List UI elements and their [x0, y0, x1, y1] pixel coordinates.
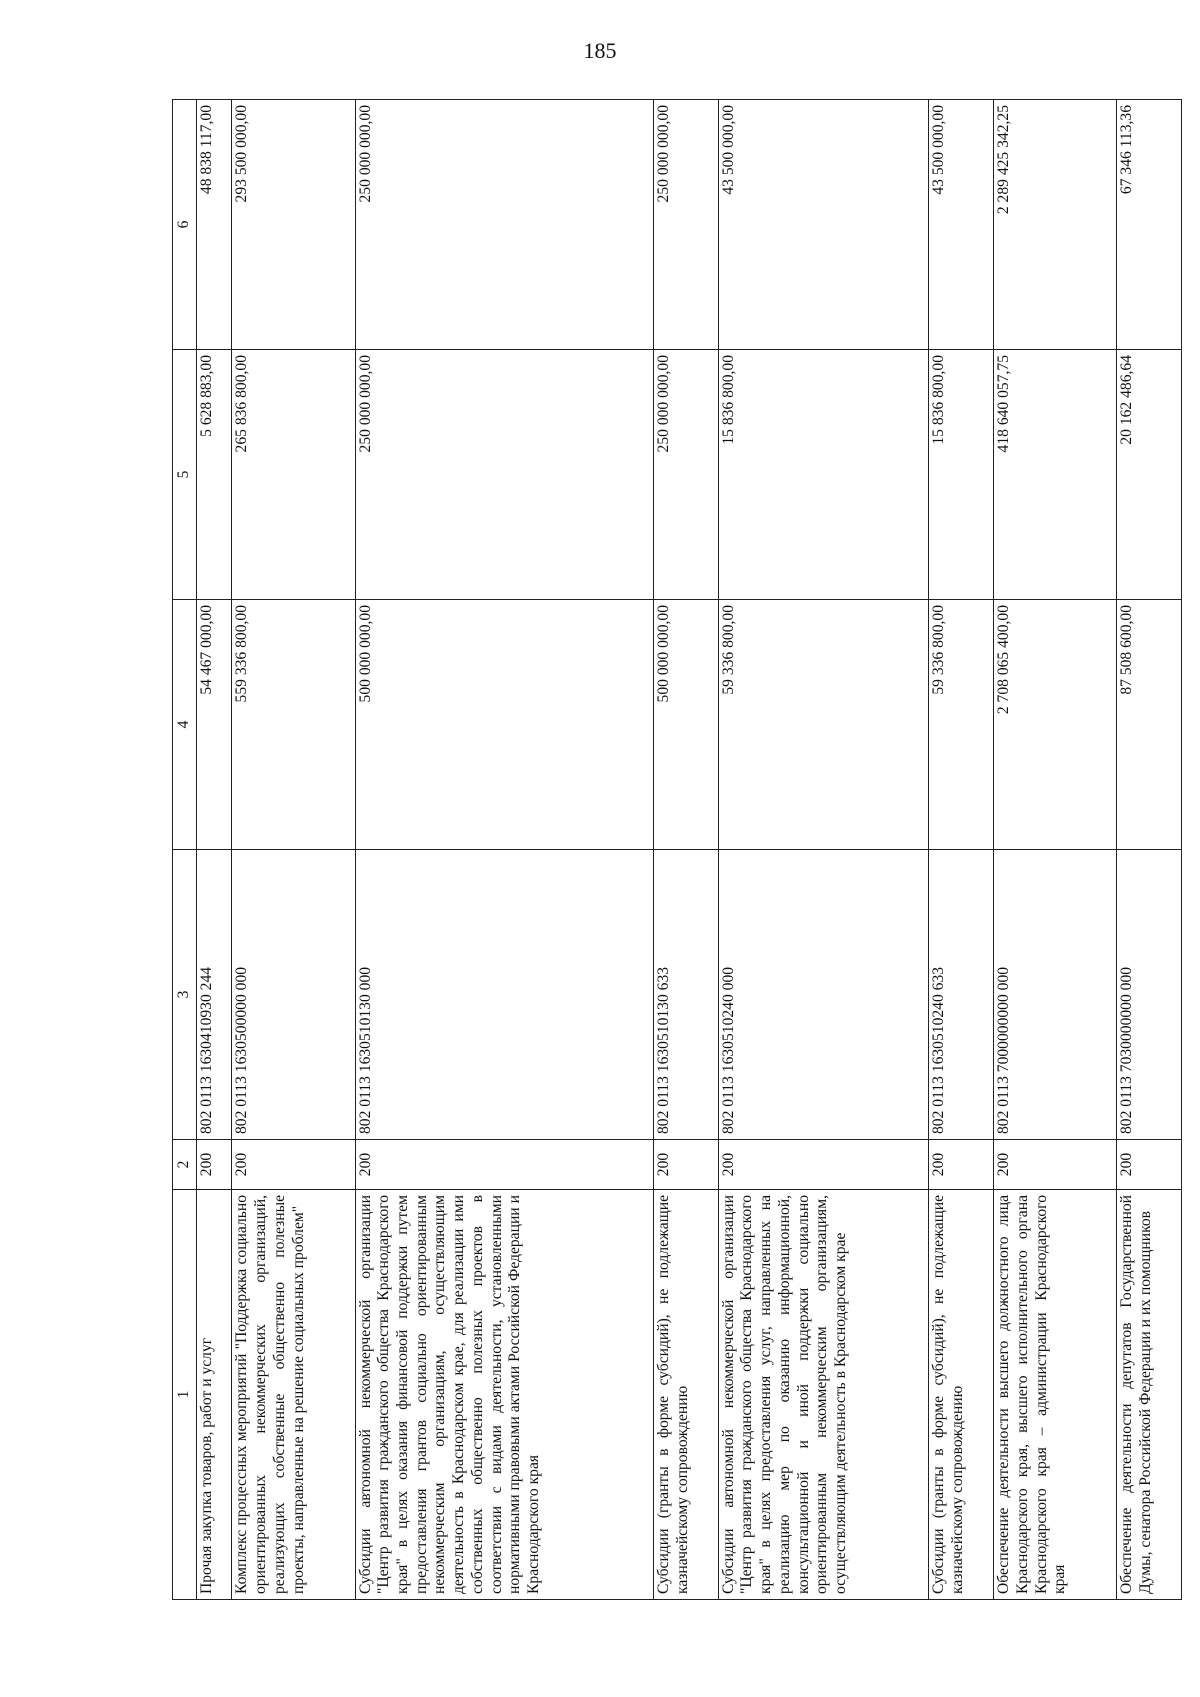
column-header: 6: [173, 100, 197, 350]
row-col4: 2 708 065 400,00: [994, 600, 1117, 850]
row-col5: 250 000 000,00: [355, 350, 653, 600]
rotated-table-container: [172, 100, 1182, 1600]
row-col6: 43 500 000,00: [718, 100, 929, 350]
row-col2: 200: [355, 1140, 653, 1190]
row-col2: 200: [232, 1140, 355, 1190]
row-name: Прочая закупка товаров, работ и услуг: [197, 1190, 232, 1600]
table-row: [1117, 100, 1182, 1600]
row-col6: 293 500 000,00: [232, 100, 355, 350]
row-code: 802 0113 1630510130 000: [355, 850, 653, 1140]
row-name: Обеспечение деятельности депутатов Государственной Думы, сенатора Российской Федерации и их помощников: [1117, 1190, 1182, 1600]
column-header: 3: [173, 850, 197, 1140]
row-col5: 418 640 057,75: [994, 350, 1117, 600]
row-col4: 500 000 000,00: [654, 600, 719, 850]
row-col6: 250 000 000,00: [355, 100, 653, 350]
row-col6: 43 500 000,00: [929, 100, 994, 350]
row-col4: 59 336 800,00: [718, 600, 929, 850]
table-row: [232, 100, 355, 1600]
table-row: [994, 100, 1117, 1600]
row-code: 802 0113 1630510240 633: [929, 850, 994, 1140]
row-code: 802 0113 7030000000 000: [1117, 850, 1182, 1140]
row-name: Субсидии (гранты в форме субсидий), не подлежащие казначейскому сопровождению: [929, 1190, 994, 1600]
budget-table: [172, 99, 1182, 1600]
row-name: Субсидии автономной некоммерческой организации "Центр развития гражданского общества Краснодарского края" в целях предоставления услуг, направленных на реализацию мер по оказанию информационной, консультационной и иной поддержки социально ориентированным некоммерческим организациям, осуществляющим деятельность в Краснодарском крае: [718, 1190, 929, 1600]
column-header: 1: [173, 1190, 197, 1600]
row-col4: 87 508 600,00: [1117, 600, 1182, 850]
row-col6: 67 346 113,36: [1117, 100, 1182, 350]
table-row: [718, 100, 929, 1600]
row-code: 802 0113 7000000000 000: [994, 850, 1117, 1140]
rotated-table-wrapper: [172, 100, 1182, 1600]
row-col5: 15 836 800,00: [929, 350, 994, 600]
row-col6: 250 000 000,00: [654, 100, 719, 350]
row-col4: 500 000 000,00: [355, 600, 653, 850]
row-col2: 200: [1117, 1140, 1182, 1190]
column-header: 5: [173, 350, 197, 600]
column-header: 4: [173, 600, 197, 850]
table-row: [355, 100, 653, 1600]
table-row: [654, 100, 719, 1600]
row-col4: 54 467 000,00: [197, 600, 232, 850]
row-code: 802 0113 1630510240 000: [718, 850, 929, 1140]
table-row: [929, 100, 994, 1600]
row-col2: 200: [654, 1140, 719, 1190]
row-col6: 2 289 425 342,25: [994, 100, 1117, 350]
page-number: 185: [583, 38, 617, 63]
row-name: Субсидии (гранты в форме субсидий), не подлежащие казначейскому сопровождению: [654, 1190, 719, 1600]
row-code: 802 0113 1630500000 000: [232, 850, 355, 1140]
row-col5: 265 836 800,00: [232, 350, 355, 600]
row-code: 802 0113 1630510130 633: [654, 850, 719, 1140]
row-col2: 200: [994, 1140, 1117, 1190]
row-col2: 200: [197, 1140, 232, 1190]
row-col2: 200: [929, 1140, 994, 1190]
row-name: Комплекс процессных мероприятий "Поддержка социально ориентированных некоммерческих организаций, реализующих собственные общественно полезные проекты, направленные на решение социальных проблем": [232, 1190, 355, 1600]
row-col5: 20 162 486,64: [1117, 350, 1182, 600]
row-name: Обеспечение деятельности высшего должностного лица Краснодарского края, высшего исполнительного органа Краснодарского края – администрации Краснодарского края: [994, 1190, 1117, 1600]
row-col2: 200: [718, 1140, 929, 1190]
row-name: Субсидии автономной некоммерческой организации "Центр развития гражданского общества Краснодарского края" в целях оказания финансовой поддержки путем предоставления грантов социально ориентированным некоммерческим организациям, осуществляющим деятельность в Краснодарском крае, для реализации ими собственных общественно полезных проектов в соответствии с видами деятельности, установленными нормативными правовыми актами Российской Федерации и Краснодарского края: [355, 1190, 653, 1600]
row-col4: 59 336 800,00: [929, 600, 994, 850]
row-col4: 559 336 800,00: [232, 600, 355, 850]
column-header: 2: [173, 1140, 197, 1190]
table-header-row: [173, 100, 197, 1600]
row-code: 802 0113 1630410930 244: [197, 850, 232, 1140]
row-col6: 48 838 117,00: [197, 100, 232, 350]
row-col5: 250 000 000,00: [654, 350, 719, 600]
table-row: [197, 100, 232, 1600]
row-col5: 15 836 800,00: [718, 350, 929, 600]
row-col5: 5 628 883,00: [197, 350, 232, 600]
